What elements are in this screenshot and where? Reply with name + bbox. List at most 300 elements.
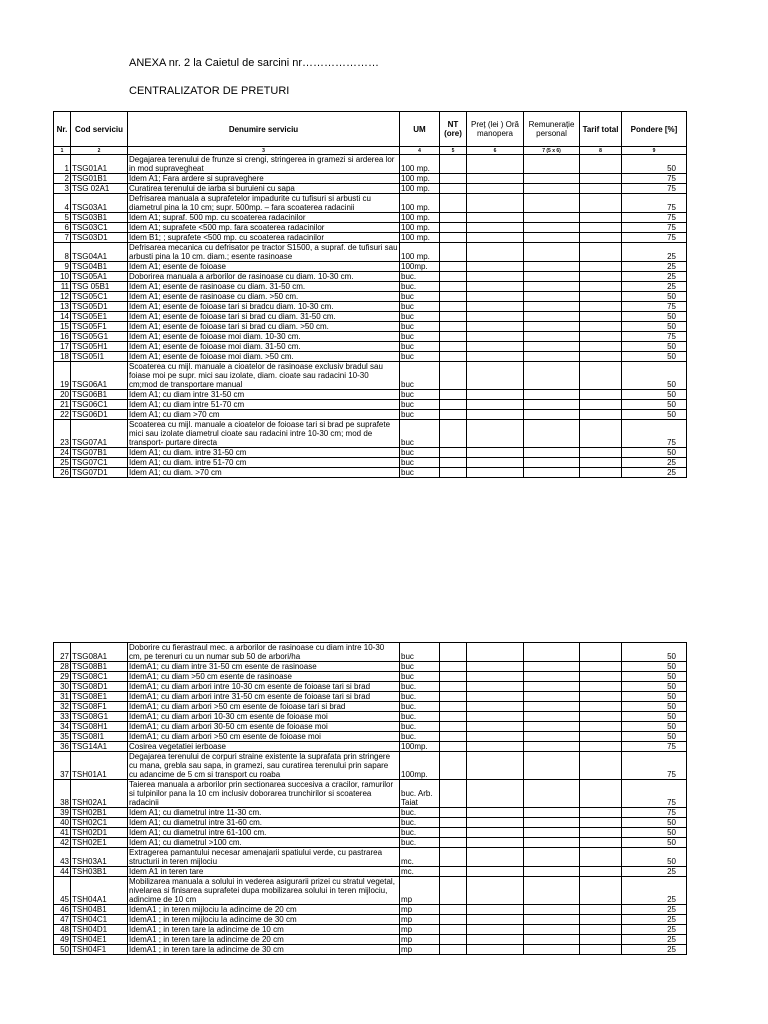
nt-cell <box>440 867 467 877</box>
price-cell <box>467 702 524 712</box>
col-header-nr: Nr. <box>54 112 71 147</box>
price-cell <box>467 400 524 410</box>
unit-of-measure: 100 mp. <box>400 223 440 233</box>
unit-of-measure: mp <box>400 915 440 925</box>
service-code: TSH04C1 <box>71 915 128 925</box>
table-row <box>54 935 687 945</box>
service-code: TSG03B1 <box>71 213 128 223</box>
table-row <box>54 332 687 342</box>
nt-cell <box>440 877 467 905</box>
price-cell <box>467 342 524 352</box>
unit-of-measure: buc <box>400 362 440 390</box>
remuneration-cell <box>524 848 580 867</box>
weight-percent: 50 <box>622 712 687 722</box>
remuneration-cell <box>524 322 580 332</box>
weight-percent: 50 <box>622 732 687 742</box>
row-number: 45 <box>54 877 71 905</box>
nt-cell <box>440 312 467 322</box>
service-code: TSG08D1 <box>71 682 128 692</box>
annex-reference: ANEXA nr. 2 la Caietul de sarcini nr………………… <box>129 57 380 69</box>
nt-cell <box>440 155 467 174</box>
table-row <box>54 458 687 468</box>
row-number: 5 <box>54 213 71 223</box>
row-number: 26 <box>54 468 71 478</box>
unit-of-measure: buc. <box>400 272 440 282</box>
price-cell <box>467 672 524 682</box>
weight-percent: 75 <box>622 742 687 752</box>
remuneration-cell <box>524 400 580 410</box>
price-cell <box>467 643 524 662</box>
price-cell <box>467 808 524 818</box>
total-cell <box>580 935 622 945</box>
nt-cell <box>440 292 467 302</box>
col-header-remuneratie: Remunerație personal <box>524 112 580 147</box>
service-description: Idem A1; cu diam >70 cm <box>128 410 400 420</box>
table-row <box>54 818 687 828</box>
service-description: IdemA1 ; in teren mijlociu la adincime de 20 cm <box>128 905 400 915</box>
weight-percent: 25 <box>622 243 687 262</box>
service-description: IdemA1 ; in teren mijlociu la adincime de 30 cm <box>128 915 400 925</box>
service-description: IdemA1; cu diam intre 31-50 cm esente de rasinoase <box>128 662 400 672</box>
total-cell <box>580 400 622 410</box>
table-row <box>54 410 687 420</box>
remuneration-cell <box>524 742 580 752</box>
service-description: Idem A1; esente de foioase tari si brad cu diam. >50 cm. <box>128 322 400 332</box>
price-cell <box>467 877 524 905</box>
total-cell <box>580 867 622 877</box>
row-number: 21 <box>54 400 71 410</box>
row-number: 47 <box>54 915 71 925</box>
price-table-part-1 <box>53 111 687 478</box>
price-cell <box>467 692 524 702</box>
service-description: IdemA1 ; in teren tare la adincime de 20 cm <box>128 935 400 945</box>
total-cell <box>580 692 622 702</box>
unit-of-measure: buc <box>400 352 440 362</box>
service-description: Scoaterea cu mijl. manuale a cioatelor de foioase tari si brad pe suprafete mici sau izolate diametrul cioate sau radacini intre 10-30 cm; mod de transport- purtare directa <box>128 420 400 448</box>
weight-percent: 50 <box>622 838 687 848</box>
row-number: 29 <box>54 672 71 682</box>
total-cell <box>580 243 622 262</box>
remuneration-cell <box>524 877 580 905</box>
price-cell <box>467 233 524 243</box>
weight-percent: 25 <box>622 282 687 292</box>
price-cell <box>467 732 524 742</box>
table-row <box>54 272 687 282</box>
service-code: TSG08G1 <box>71 712 128 722</box>
price-cell <box>467 184 524 194</box>
remuneration-cell <box>524 808 580 818</box>
table-row <box>54 945 687 955</box>
weight-percent: 75 <box>622 332 687 342</box>
row-number: 40 <box>54 818 71 828</box>
weight-percent: 25 <box>622 867 687 877</box>
total-cell <box>580 877 622 905</box>
col-header-nt: NT (ore) <box>440 112 467 147</box>
table-row <box>54 213 687 223</box>
service-code: TSG03D1 <box>71 233 128 243</box>
row-number: 20 <box>54 390 71 400</box>
nt-cell <box>440 282 467 292</box>
weight-percent: 50 <box>622 828 687 838</box>
remuneration-cell <box>524 752 580 780</box>
remuneration-cell <box>524 410 580 420</box>
unit-of-measure: buc <box>400 322 440 332</box>
price-cell <box>467 722 524 732</box>
service-description: Idem A1; esente de foioase tari si brad cu diam. 31-50 cm. <box>128 312 400 322</box>
nt-cell <box>440 223 467 233</box>
service-code: TSH01A1 <box>71 752 128 780</box>
row-number: 44 <box>54 867 71 877</box>
remuneration-cell <box>524 233 580 243</box>
row-number: 23 <box>54 420 71 448</box>
service-description: IdemA1 ; in teren tare la adincime de 10 cm <box>128 925 400 935</box>
table-row <box>54 262 687 272</box>
weight-percent: 25 <box>622 468 687 478</box>
service-code: TSG04B1 <box>71 262 128 272</box>
total-cell <box>580 194 622 213</box>
weight-percent: 75 <box>622 780 687 808</box>
service-code: TSG07C1 <box>71 458 128 468</box>
total-cell <box>580 302 622 312</box>
weight-percent: 75 <box>622 213 687 223</box>
nt-cell <box>440 390 467 400</box>
unit-of-measure: buc <box>400 390 440 400</box>
total-cell <box>580 213 622 223</box>
unit-of-measure: buc. <box>400 702 440 712</box>
nt-cell <box>440 322 467 332</box>
row-number: 50 <box>54 945 71 955</box>
weight-percent: 50 <box>622 362 687 390</box>
weight-percent: 25 <box>622 925 687 935</box>
service-description: Idem A1; cu diam. >70 cm <box>128 468 400 478</box>
nt-cell <box>440 722 467 732</box>
unit-of-measure: buc. <box>400 692 440 702</box>
service-code: TSH04E1 <box>71 935 128 945</box>
service-description: Defrisarea manuala a suprafetelor impadurite cu tufisuri si arbusti cu diametrul pina la 10 cm; supr. 500mp. – fara scoaterea radacinii <box>128 194 400 213</box>
nt-cell <box>440 468 467 478</box>
price-cell <box>467 155 524 174</box>
remuneration-cell <box>524 838 580 848</box>
service-code: TSG04A1 <box>71 243 128 262</box>
table-row <box>54 292 687 302</box>
service-code: TSG 05B1 <box>71 282 128 292</box>
nt-cell <box>440 945 467 955</box>
unit-of-measure: 100 mp. <box>400 174 440 184</box>
nt-cell <box>440 184 467 194</box>
nt-cell <box>440 818 467 828</box>
total-cell <box>580 233 622 243</box>
table-row <box>54 732 687 742</box>
table-row <box>54 838 687 848</box>
nt-cell <box>440 935 467 945</box>
unit-of-measure: buc. <box>400 722 440 732</box>
row-number: 4 <box>54 194 71 213</box>
service-code: TSG05F1 <box>71 322 128 332</box>
price-cell <box>467 742 524 752</box>
service-code: TSH04A1 <box>71 877 128 905</box>
table-row <box>54 302 687 312</box>
total-cell <box>580 712 622 722</box>
nt-cell <box>440 362 467 390</box>
service-description: IdemA1; cu diam arbori intre 31-50 cm esente de foioase tari si brad <box>128 692 400 702</box>
total-cell <box>580 420 622 448</box>
remuneration-cell <box>524 682 580 692</box>
service-description: Idem A1; esente de rasinoase cu diam. >50 cm. <box>128 292 400 302</box>
column-index: 3 <box>128 147 400 155</box>
header-row <box>54 112 687 147</box>
table-row <box>54 915 687 925</box>
unit-of-measure: buc <box>400 458 440 468</box>
total-cell <box>580 722 622 732</box>
weight-percent: 50 <box>622 312 687 322</box>
row-number: 17 <box>54 342 71 352</box>
total-cell <box>580 272 622 282</box>
service-description: Extragerea pamantului necesar amenajarii spatiului verde, cu pastrarea structurii in teren mijlociu <box>128 848 400 867</box>
nt-cell <box>440 742 467 752</box>
remuneration-cell <box>524 925 580 935</box>
weight-percent: 50 <box>622 448 687 458</box>
nt-cell <box>440 272 467 282</box>
weight-percent: 25 <box>622 458 687 468</box>
unit-of-measure: 100 mp. <box>400 184 440 194</box>
service-code: TSG05H1 <box>71 342 128 352</box>
table-row <box>54 233 687 243</box>
weight-percent: 75 <box>622 194 687 213</box>
table-row <box>54 905 687 915</box>
price-cell <box>467 682 524 692</box>
weight-percent: 50 <box>622 692 687 702</box>
total-cell <box>580 362 622 390</box>
service-description: Idem A1; esente de foioase tari si bradcu diam. 10-30 cm. <box>128 302 400 312</box>
price-cell <box>467 262 524 272</box>
service-code: TSG01A1 <box>71 155 128 174</box>
remuneration-cell <box>524 662 580 672</box>
service-code: TSG06A1 <box>71 362 128 390</box>
table-row <box>54 194 687 213</box>
row-number: 11 <box>54 282 71 292</box>
total-cell <box>580 292 622 302</box>
total-cell <box>580 818 622 828</box>
nt-cell <box>440 662 467 672</box>
nt-cell <box>440 848 467 867</box>
nt-cell <box>440 262 467 272</box>
weight-percent: 75 <box>622 223 687 233</box>
unit-of-measure: buc. <box>400 682 440 692</box>
nt-cell <box>440 302 467 312</box>
service-description: Idem A1; cu diametrul intre 31-60 cm. <box>128 818 400 828</box>
service-description: Taierea manuala a arborilor prin sectionarea succesiva a cracilor, ramurilor si tulpinilor pana la 10 cm inclusiv doborarea trunchirilor si scoaterea radacinii <box>128 780 400 808</box>
table-row <box>54 752 687 780</box>
document-title: CENTRALIZATOR DE PRETURI <box>129 85 290 97</box>
service-code: TSH04B1 <box>71 905 128 915</box>
price-cell <box>467 925 524 935</box>
remuneration-cell <box>524 915 580 925</box>
service-code: TSH02E1 <box>71 838 128 848</box>
remuneration-cell <box>524 702 580 712</box>
table-row <box>54 342 687 352</box>
nt-cell <box>440 448 467 458</box>
service-code: TSG08H1 <box>71 722 128 732</box>
table-row <box>54 672 687 682</box>
price-cell <box>467 332 524 342</box>
row-number: 24 <box>54 448 71 458</box>
price-cell <box>467 915 524 925</box>
remuneration-cell <box>524 262 580 272</box>
table-row <box>54 682 687 692</box>
row-number: 36 <box>54 742 71 752</box>
price-cell <box>467 752 524 780</box>
unit-of-measure: buc <box>400 468 440 478</box>
price-cell <box>467 848 524 867</box>
nt-cell <box>440 342 467 352</box>
total-cell <box>580 752 622 780</box>
table-row <box>54 848 687 867</box>
service-description: Idem A1; esente de rasinoase cu diam. 31-50 cm. <box>128 282 400 292</box>
remuneration-cell <box>524 342 580 352</box>
remuneration-cell <box>524 292 580 302</box>
total-cell <box>580 905 622 915</box>
row-number: 15 <box>54 322 71 332</box>
service-description: Idem A1; esente de foioase moi diam. >50 cm. <box>128 352 400 362</box>
service-code: TSG05I1 <box>71 352 128 362</box>
nt-cell <box>440 780 467 808</box>
table-row <box>54 184 687 194</box>
service-description: Idem A1; cu diametrul intre 11-30 cm. <box>128 808 400 818</box>
total-cell <box>580 155 622 174</box>
total-cell <box>580 915 622 925</box>
service-code: TSG05D1 <box>71 302 128 312</box>
service-description: Mobilizarea manuala a solului in vederea asigurarii prizei cu stratul vegetal, nivelarea si finisarea suprafetei dupa mobilizarea solului in teren mijlociu, adincime de 10 cm <box>128 877 400 905</box>
unit-of-measure: 100mp. <box>400 262 440 272</box>
column-index: 6 <box>467 147 524 155</box>
unit-of-measure: 100mp. <box>400 742 440 752</box>
service-description: Doborirea manuala a arborilor de rasinoase cu diam. 10-30 cm. <box>128 272 400 282</box>
service-description: Idem A1; cu diam. intre 31-50 cm <box>128 448 400 458</box>
nt-cell <box>440 643 467 662</box>
remuneration-cell <box>524 672 580 682</box>
weight-percent: 75 <box>622 752 687 780</box>
column-index: 8 <box>580 147 622 155</box>
price-cell <box>467 362 524 390</box>
remuneration-cell <box>524 390 580 400</box>
col-header-tarif: Tarif total <box>580 112 622 147</box>
column-index: 9 <box>622 147 687 155</box>
total-cell <box>580 174 622 184</box>
weight-percent: 25 <box>622 945 687 955</box>
service-description: Idem A1; cu diam intre 51-70 cm <box>128 400 400 410</box>
weight-percent: 25 <box>622 272 687 282</box>
row-number: 42 <box>54 838 71 848</box>
remuneration-cell <box>524 643 580 662</box>
nt-cell <box>440 352 467 362</box>
price-cell <box>467 818 524 828</box>
total-cell <box>580 468 622 478</box>
remuneration-cell <box>524 448 580 458</box>
price-cell <box>467 282 524 292</box>
service-description: IdemA1; cu diam arbori 10-30 cm esente de foioase moi <box>128 712 400 722</box>
service-description: Idem B1; ; suprafete <500 mp. cu scoaterea radacinilor <box>128 233 400 243</box>
row-number: 33 <box>54 712 71 722</box>
total-cell <box>580 838 622 848</box>
row-number: 38 <box>54 780 71 808</box>
total-cell <box>580 662 622 672</box>
weight-percent: 25 <box>622 915 687 925</box>
total-cell <box>580 945 622 955</box>
nt-cell <box>440 194 467 213</box>
row-number: 6 <box>54 223 71 233</box>
row-number: 48 <box>54 925 71 935</box>
price-cell <box>467 828 524 838</box>
table-row <box>54 223 687 233</box>
nt-cell <box>440 213 467 223</box>
unit-of-measure: 100mp. <box>400 752 440 780</box>
table-row <box>54 400 687 410</box>
table-row <box>54 390 687 400</box>
row-number: 19 <box>54 362 71 390</box>
unit-of-measure: buc <box>400 448 440 458</box>
nt-cell <box>440 400 467 410</box>
price-cell <box>467 468 524 478</box>
total-cell <box>580 223 622 233</box>
table-row <box>54 780 687 808</box>
row-number: 37 <box>54 752 71 780</box>
unit-of-measure: 100 mp. <box>400 155 440 174</box>
column-index: 5 <box>440 147 467 155</box>
row-number: 13 <box>54 302 71 312</box>
total-cell <box>580 702 622 712</box>
nt-cell <box>440 712 467 722</box>
service-code: TSH02D1 <box>71 828 128 838</box>
unit-of-measure: buc. <box>400 732 440 742</box>
col-header-pret: Preț (lei ) Oră manopera <box>467 112 524 147</box>
service-code: TSG08A1 <box>71 643 128 662</box>
remuneration-cell <box>524 905 580 915</box>
remuneration-cell <box>524 194 580 213</box>
row-number: 32 <box>54 702 71 712</box>
weight-percent: 25 <box>622 262 687 272</box>
nt-cell <box>440 838 467 848</box>
total-cell <box>580 732 622 742</box>
nt-cell <box>440 808 467 818</box>
unit-of-measure: buc <box>400 312 440 322</box>
price-cell <box>467 223 524 233</box>
price-cell <box>467 302 524 312</box>
unit-of-measure: buc. <box>400 828 440 838</box>
price-cell <box>467 194 524 213</box>
service-code: TSG05A1 <box>71 272 128 282</box>
price-cell <box>467 448 524 458</box>
weight-percent: 50 <box>622 390 687 400</box>
nt-cell <box>440 458 467 468</box>
service-code: TSG14A1 <box>71 742 128 752</box>
remuneration-cell <box>524 732 580 742</box>
row-number: 14 <box>54 312 71 322</box>
total-cell <box>580 742 622 752</box>
remuneration-cell <box>524 712 580 722</box>
service-code: TSG06D1 <box>71 410 128 420</box>
nt-cell <box>440 243 467 262</box>
remuneration-cell <box>524 780 580 808</box>
row-number: 27 <box>54 643 71 662</box>
service-description: Defrisarea mecanica cu defrisator pe tractor S1500, a supraf. de tufisuri sau arbusti pina la 10 cm. diam.; esente rasinoase <box>129 243 398 261</box>
nt-cell <box>440 702 467 712</box>
service-code: TSG08C1 <box>71 672 128 682</box>
unit-of-measure: buc. <box>400 838 440 848</box>
service-description: IdemA1; cu diam arbori 30-50 cm esente de foioase moi <box>128 722 400 732</box>
price-cell <box>467 905 524 915</box>
service-code: TSG08I1 <box>71 732 128 742</box>
table-row <box>54 867 687 877</box>
